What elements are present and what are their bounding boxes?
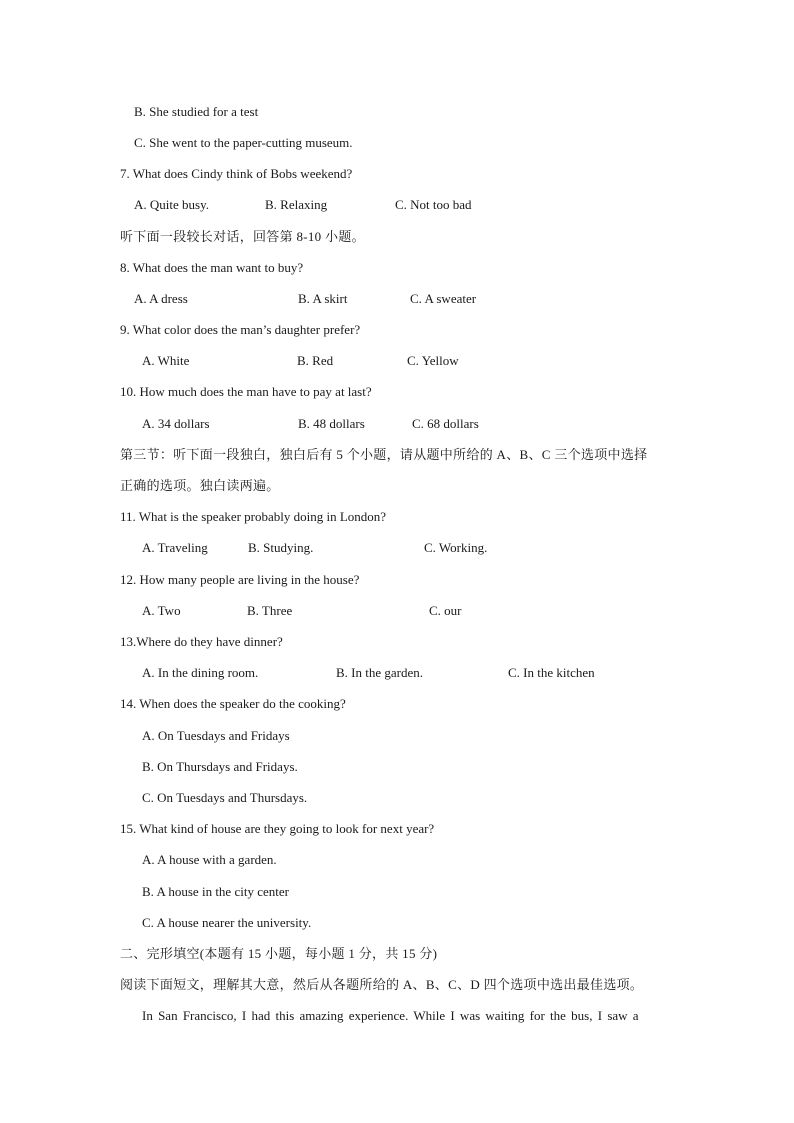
q11-option-a: A. Traveling xyxy=(142,540,208,555)
q10-option-b: B. 48 dollars xyxy=(298,416,365,431)
question-14: 14. When does the speaker do the cooking? xyxy=(120,696,346,711)
q12-option-b: B. Three xyxy=(247,603,293,618)
q12-option-a: A. Two xyxy=(142,603,181,618)
q6-option-b: B. She studied for a test xyxy=(134,104,259,119)
q11-option-b: B. Studying. xyxy=(248,540,314,555)
q10-option-a: A. 34 dollars xyxy=(142,416,210,431)
section-3-instruction-line-2: 正确的选项。独白读两遍。 xyxy=(120,478,280,493)
question-9: 9. What color does the man’s daughter prefer? xyxy=(120,322,361,337)
q14-option-b: B. On Thursdays and Fridays. xyxy=(142,759,298,774)
question-11: 11. What is the speaker probably doing in London? xyxy=(120,509,387,524)
passage-line-1: In San Francisco, I had this amazing experience. While I was waiting for the bus, I saw a xyxy=(142,1008,639,1023)
q15-option-b: B. A house in the city center xyxy=(142,884,289,899)
q10-option-c: C. 68 dollars xyxy=(412,416,479,431)
q13-option-c: C. In the kitchen xyxy=(508,665,595,680)
q13-option-b: B. In the garden. xyxy=(336,665,424,680)
q7-option-c: C. Not too bad xyxy=(395,197,472,212)
q12-option-c: C. our xyxy=(429,603,462,618)
question-15: 15. What kind of house are they going to look for next year? xyxy=(120,821,435,836)
q9-option-a: A. White xyxy=(142,353,190,368)
question-12: 12. How many people are living in the house? xyxy=(120,572,360,587)
q14-option-a: A. On Tuesdays and Fridays xyxy=(142,728,290,743)
q8-option-b: B. A skirt xyxy=(298,291,348,306)
q8-option-c: C. A sweater xyxy=(410,291,477,306)
q7-option-a: A. Quite busy. xyxy=(134,197,209,212)
q13-option-a: A. In the dining room. xyxy=(142,665,259,680)
q9-option-c: C. Yellow xyxy=(407,353,459,368)
section-8-10-instruction: 听下面一段较长对话，回答第 8-10 小题。 xyxy=(120,229,365,244)
q15-option-a: A. A house with a garden. xyxy=(142,852,277,867)
q14-option-c: C. On Tuesdays and Thursdays. xyxy=(142,790,308,805)
question-10: 10. How much does the man have to pay at last? xyxy=(120,384,372,399)
question-7: 7. What does Cindy think of Bobs weekend? xyxy=(120,166,353,181)
q11-option-c: C. Working. xyxy=(424,540,488,555)
part-2-instruction: 阅读下面短文，理解其大意，然后从各题所给的 A、B、C、D 四个选项中选出最佳选项。 xyxy=(120,977,644,992)
section-3-instruction-line-1: 第三节：听下面一段独白，独白后有 5 个小题，请从题中所给的 A、B、C 三个选项中选择 xyxy=(120,447,648,462)
q9-option-b: B. Red xyxy=(297,353,334,368)
question-13: 13.Where do they have dinner? xyxy=(120,634,283,649)
q15-option-c: C. A house nearer the university. xyxy=(142,915,312,930)
question-8: 8. What does the man want to buy? xyxy=(120,260,304,275)
part-2-title: 二、完形填空(本题有 15 小题，每小题 1 分，共 15 分) xyxy=(120,946,438,961)
q8-option-a: A. A dress xyxy=(134,291,188,306)
q6-option-c: C. She went to the paper-cutting museum. xyxy=(134,135,353,150)
q7-option-b: B. Relaxing xyxy=(265,197,328,212)
